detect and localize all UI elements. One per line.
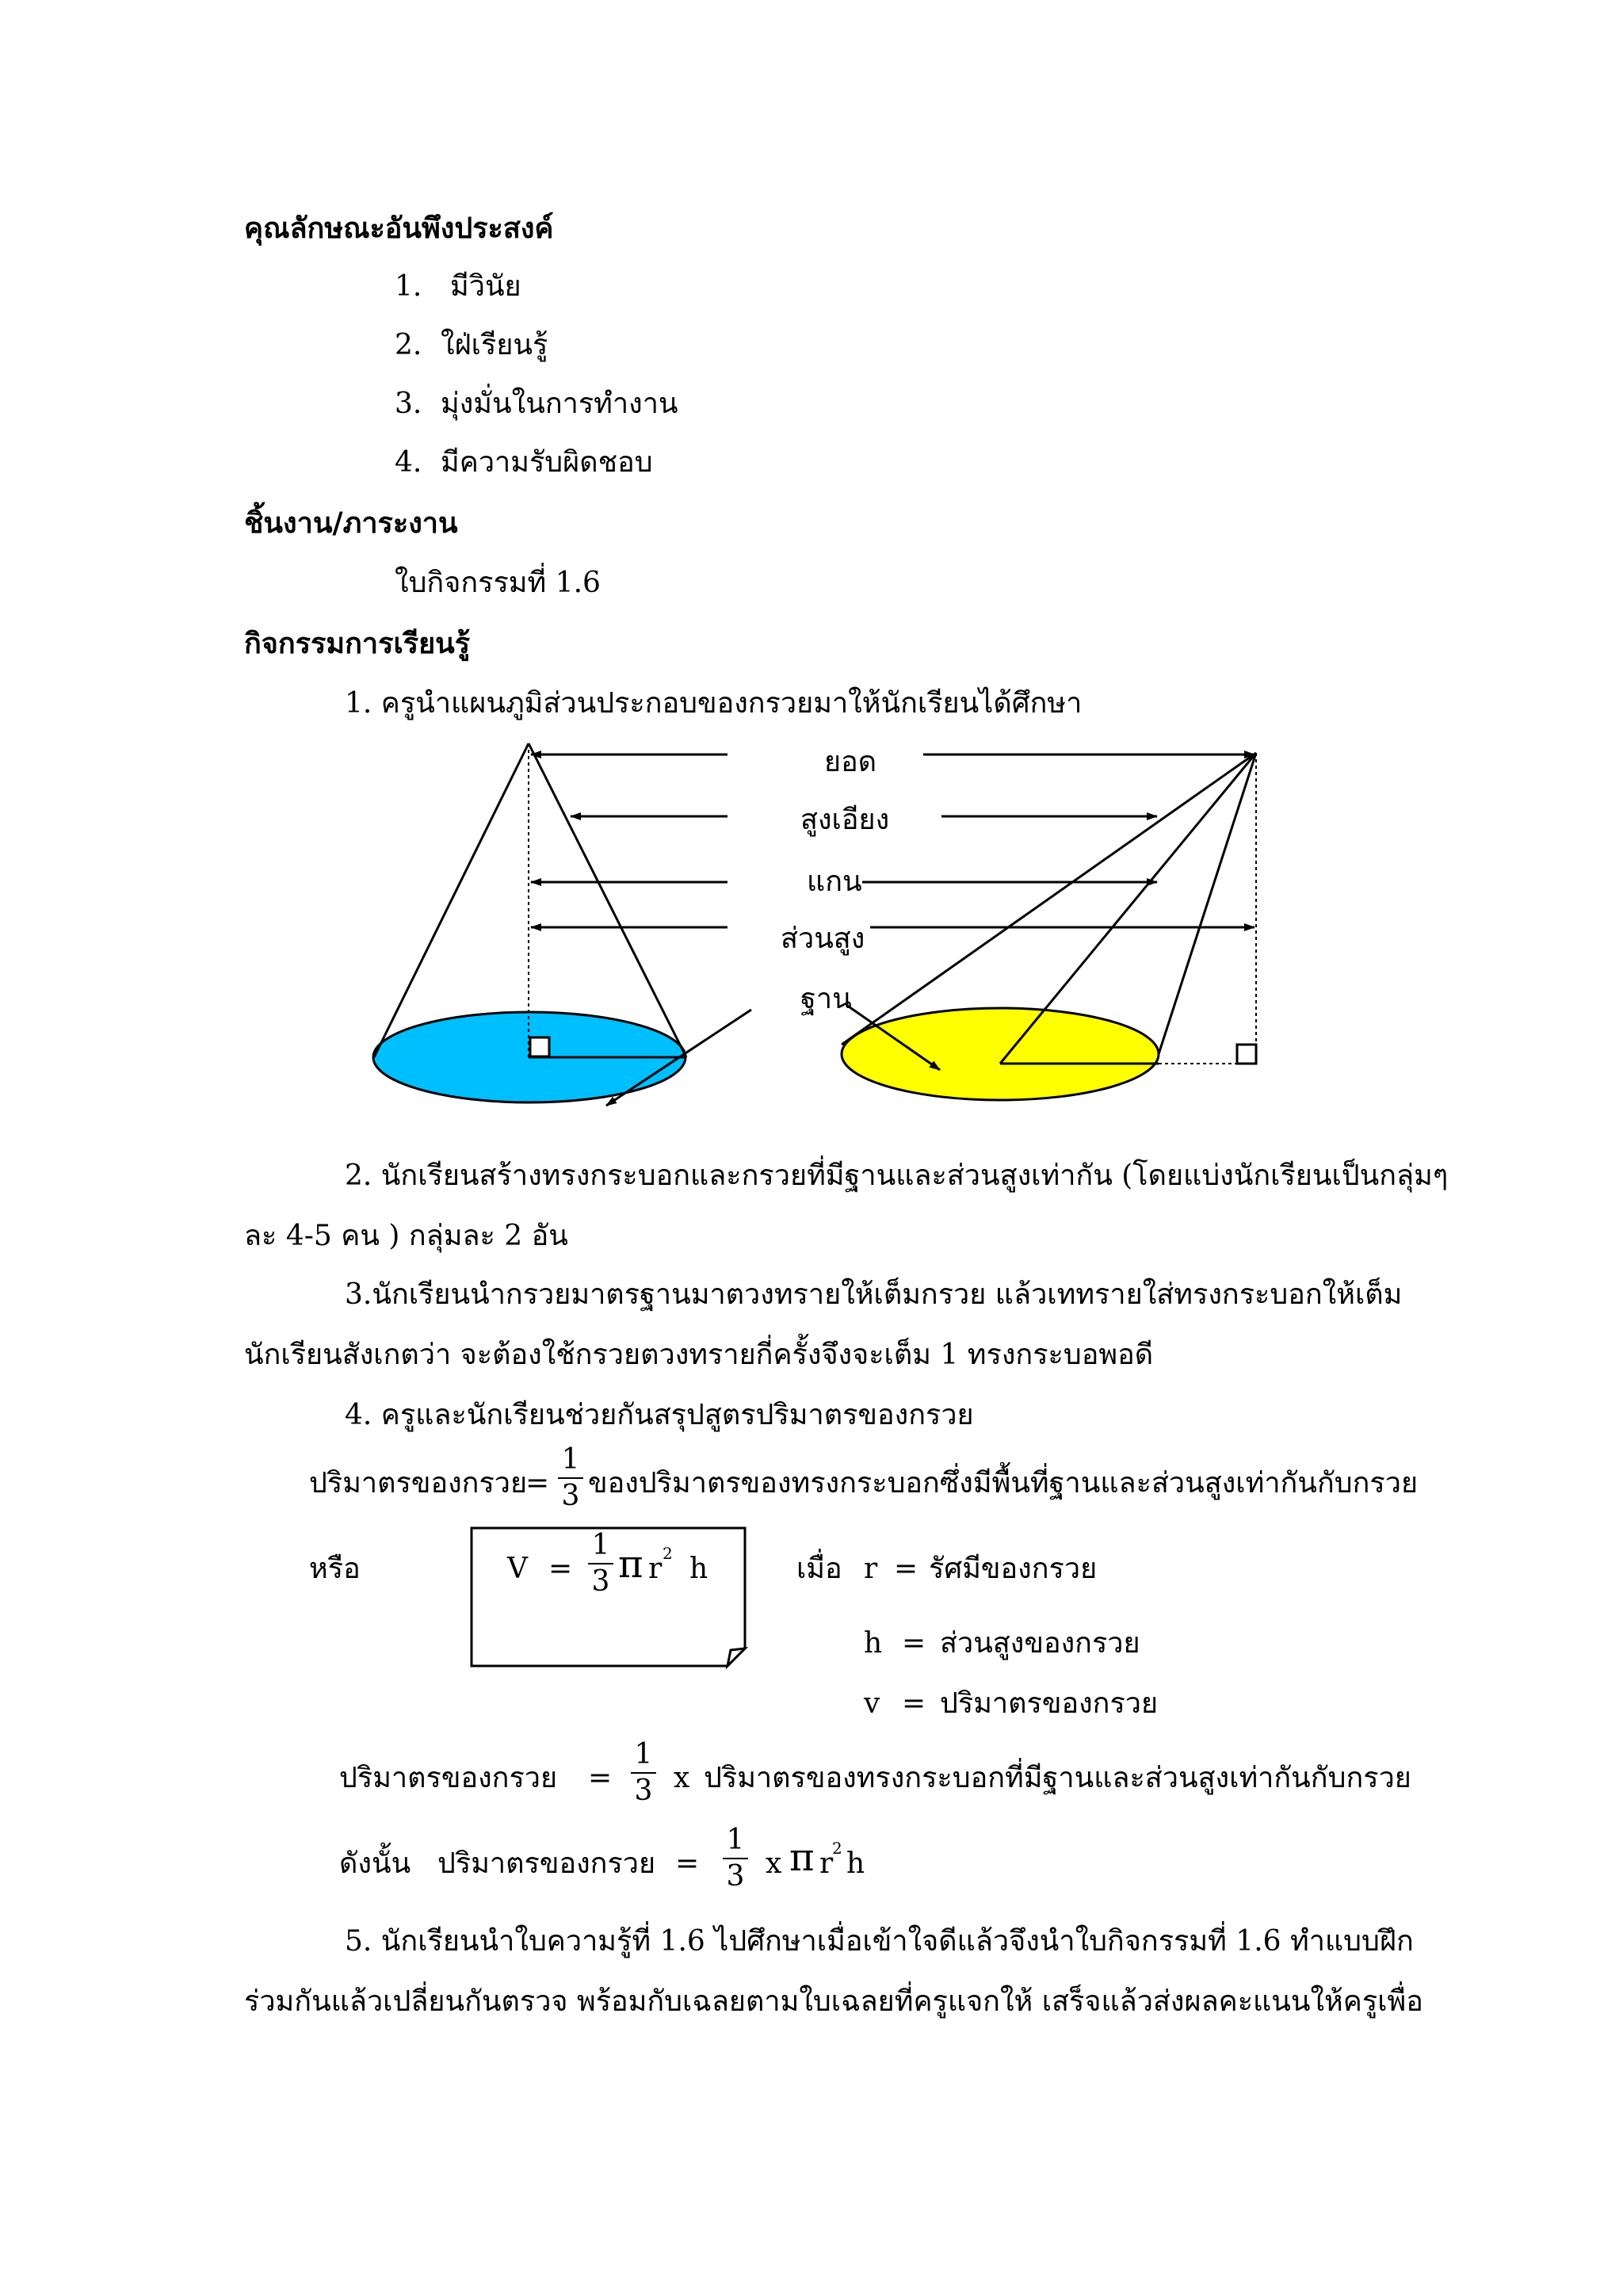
or-label: หรือ (309, 1553, 361, 1585)
formula1-num: 1 (561, 1443, 580, 1476)
formula4-prefix: ดังนั้น (339, 1847, 411, 1880)
attribute-3-num: 3. (395, 388, 422, 420)
right-cone-axis-slant (1000, 753, 1256, 1064)
activities-heading: กิจกรรมการเรียนรู้ (244, 627, 471, 660)
formula3-lhs: ปริมาตรของกรวย (339, 1762, 558, 1794)
formula1-den: 3 (561, 1480, 580, 1512)
attribute-1-num: 1. (395, 270, 422, 303)
attribute-3: มุ่งมั่นในการทำงาน (441, 388, 678, 420)
right-cone-side-left (842, 753, 1256, 1045)
box-eq: = (548, 1553, 573, 1585)
box-pi: π (618, 1542, 643, 1587)
attribute-4-num: 4. (395, 446, 422, 479)
left-right-angle-mark (530, 1037, 549, 1056)
formula3-num: 1 (634, 1738, 653, 1771)
activity-5-line2: ร่วมกันแล้วเปลี่ยนกันตรวจ พร้อมกับเฉลยตามใบเฉลยที่ครูแจกให้ เสร็จแล้วส่งผลคะแนนให้ครูเพื่อ (244, 1985, 1423, 2018)
work-item: ใบกิจกรรมที่ 1.6 (395, 567, 601, 599)
formula4-times: x (766, 1847, 782, 1880)
def-v: ปริมาตรของกรวย (940, 1687, 1159, 1720)
formula4-bar (723, 1858, 748, 1859)
formula3-den: 3 (634, 1775, 653, 1807)
formula3-fraction (628, 1739, 659, 1807)
box-fraction (585, 1530, 617, 1598)
formula4-num: 1 (726, 1824, 745, 1856)
def-h: ส่วนสูงของกรวย (940, 1627, 1140, 1660)
left-cone-side-left (374, 743, 529, 1057)
formula1-bar (558, 1477, 583, 1479)
label-apex: ยอด (824, 746, 877, 778)
def-r: รัศมีของกรวย (929, 1553, 1098, 1585)
label-height: ส่วนสูง (781, 923, 865, 955)
formula4-pi: π (789, 1836, 815, 1880)
label-slant-height: สูงเอียง (800, 804, 890, 836)
box-square: 2 (663, 1544, 673, 1563)
box-v: V (507, 1553, 528, 1585)
attribute-2: ใฝ่เรียนรู้ (441, 329, 548, 361)
label-axis: แกน (807, 865, 862, 898)
def-r-eq: = (894, 1553, 918, 1585)
right-cone-side-right (1159, 753, 1256, 1054)
formula1-rhs: ของปริมาตรของทรงกระบอกซึ่งมีพื้นที่ฐานและส่วนสูงเท่ากันกับกรวย (588, 1467, 1419, 1499)
attribute-1: มีวินัย (450, 270, 521, 303)
box-r: r (648, 1553, 663, 1585)
attribute-2-num: 2. (395, 329, 422, 361)
box-h: h (689, 1553, 708, 1585)
when-label: เมื่อ (796, 1553, 842, 1585)
formula3-bar (631, 1772, 656, 1774)
def-v-eq: = (902, 1687, 926, 1720)
def-h-var: h (864, 1627, 883, 1660)
activity-3-line1: 3.นักเรียนนำกรวยมาตรฐานมาตวงทรายให้เต็มกรวย แล้วเททรายใส่ทรงกระบอกให้เต็ม (345, 1278, 1403, 1311)
attributes-heading: คุณลักษณะอันพึงประสงค์ (244, 212, 554, 245)
box-num: 1 (591, 1529, 610, 1561)
def-h-eq: = (902, 1627, 926, 1660)
box-den: 3 (591, 1565, 610, 1598)
activity-4: 4. ครูและนักเรียนช่วยกันสรุปสูตรปริมาตรของกรวย (345, 1399, 974, 1431)
formula4-lhs: ปริมาตรของกรวย (437, 1847, 656, 1880)
formula1-eq: = (525, 1467, 550, 1499)
label-base: ฐาน (800, 983, 852, 1015)
formula1-lhs: ปริมาตรของกรวย (309, 1467, 528, 1499)
left-cone-side-right (529, 743, 686, 1057)
formula4-den: 3 (726, 1860, 745, 1893)
formula4-fraction (720, 1824, 751, 1893)
formula-box-fold (727, 1648, 745, 1666)
activity-2-line2: ละ 4-5 คน ) กลุ่มละ 2 อัน (244, 1220, 568, 1252)
def-v-var: v (864, 1687, 880, 1720)
activity-3-line2: นักเรียนสังเกตว่า จะต้องใช้กรวยตวงทรายกี่ครั้งจึงจะเต็ม 1 ทรงกระบอพอดี (244, 1339, 1154, 1371)
activity-5-line1: 5. นักเรียนนำใบความรู้ที่ 1.6 ไปศึกษาเมื่อเข้าใจดีแล้วจึงนำใบกิจกรรมที่ 1.6 ทำแบบฝึก (345, 1925, 1414, 1958)
formula4-eq: = (675, 1847, 700, 1880)
formula4-square: 2 (832, 1839, 842, 1858)
attribute-4: มีความรับผิดชอบ (441, 446, 653, 479)
formula4-r: r (819, 1847, 834, 1880)
def-r-var: r (864, 1553, 878, 1585)
activity-1: 1. ครูนำแผนภูมิส่วนประกอบของกรวยมาให้นักเรียนได้ศึกษา (345, 687, 1083, 720)
formula3-rhs: ปริมาตรของทรงกระบอกที่มีฐานและส่วนสูงเท่ากันกับกรวย (704, 1762, 1411, 1794)
activity-2-line1: 2. นักเรียนสร้างทรงกระบอกและกรวยที่มีฐานและส่วนสูงเท่ากัน (โดยแบ่งนักเรียนเป็นกลุ่มๆ (345, 1159, 1449, 1192)
formula4-h: h (846, 1847, 865, 1880)
right-right-angle-mark (1237, 1045, 1256, 1064)
formula3-eq: = (588, 1762, 613, 1794)
box-bar (588, 1563, 613, 1564)
right-cone-base (842, 1008, 1159, 1100)
formula3-times: x (674, 1762, 690, 1794)
formula1-fraction (555, 1444, 586, 1512)
work-heading: ชิ้นงาน/ภาระงาน (244, 506, 458, 540)
